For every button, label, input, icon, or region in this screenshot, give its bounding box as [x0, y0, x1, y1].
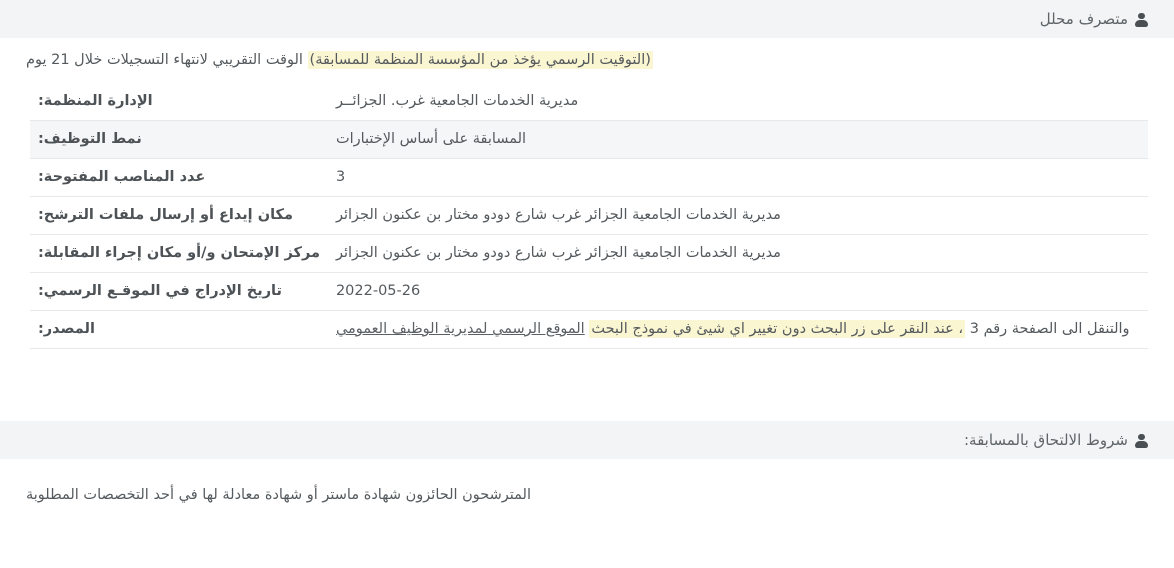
detail-key: الإدارة المنظمة:: [38, 93, 153, 109]
detail-value: 2022-05-26: [335, 283, 421, 299]
deadline-note: [0, 38, 1174, 83]
deadline-note-highlight: (التوقيت الرسمي يؤخذ من المؤسسة المنظمة للمسابقة): [309, 52, 651, 68]
deadline-note-text: الوقت التقريبي لانتهاء التسجيلات خلال 21 يوم: [26, 52, 303, 68]
detail-value: مديرية الخدمات الجامعية غرب. الجزائــر: [335, 93, 579, 109]
conditions-title: شروط الالتحاق بالمسابقة:: [963, 431, 1128, 449]
detail-value: 3: [335, 169, 346, 185]
table-row: [30, 159, 1148, 197]
person-icon: [1135, 12, 1148, 27]
detail-key: مركز الإمتحان و/أو مكان إجراء المقابلة:: [38, 245, 320, 261]
table-row: [30, 83, 1148, 121]
table-row: [30, 197, 1148, 235]
table-row: [30, 121, 1148, 159]
person-icon: [1135, 433, 1148, 448]
source-link[interactable]: الموقع الرسمي لمديرية الوظيف العمومي: [335, 321, 585, 337]
detail-key: نمط التوظيف:: [38, 131, 142, 147]
conditions-header: [0, 421, 1174, 459]
detail-key: عدد المناصب المفتوحة:: [38, 169, 206, 185]
detail-value: المسابقة على أساس الإختبارات: [335, 131, 527, 147]
source-value: [328, 311, 1148, 349]
table-row: [30, 273, 1148, 311]
job-title: متصرف محلل: [1039, 10, 1128, 28]
job-title-header: [0, 0, 1174, 38]
table-row: [30, 235, 1148, 273]
detail-key: تاريخ الإدراج في الموقـع الرسمي:: [38, 283, 282, 299]
source-note-suffix: والتنقل الى الصفحة رقم 3: [969, 321, 1130, 337]
source-note-highlight: ، عند النقر على زر البحث دون تغيير اي شيئ في نموذج البحث: [591, 321, 964, 337]
detail-key: مكان إيداع أو إرسال ملفات الترشح:: [38, 207, 293, 223]
conditions-text: المترشحون الحائزون شهادة ماستر أو شهادة معادلة لها في أحد التخصصات المطلوبة: [26, 487, 532, 503]
detail-value: مديرية الخدمات الجامعية الجزائر غرب شارع دودو مختار بن عكنون الجزائر: [335, 245, 781, 261]
detail-value: مديرية الخدمات الجامعية الجزائر غرب شارع دودو مختار بن عكنون الجزائر: [335, 207, 781, 223]
source-key: المصدر:: [38, 321, 95, 337]
job-details-table: [30, 83, 1148, 349]
table-row-source: [30, 311, 1148, 349]
